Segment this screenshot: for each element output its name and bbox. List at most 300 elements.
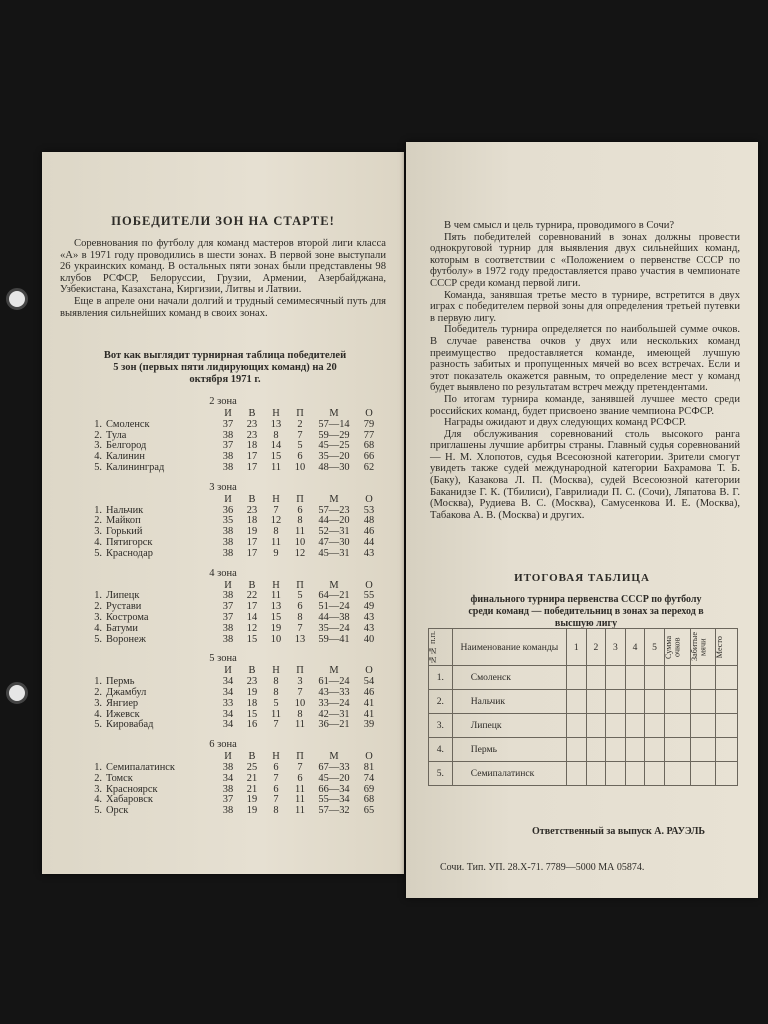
wins: 16 [246,719,258,731]
team-name: Томск [106,772,133,784]
goals: 45—25 [318,440,350,452]
zone-title: 3 зона [209,481,237,493]
final-empty-cell [690,738,716,762]
draws: 7 [273,504,279,516]
points: 55 [363,590,375,602]
games: 37 [222,611,234,623]
games: 38 [222,633,234,645]
team-name: Кострома [106,611,149,623]
table-row [78,463,382,474]
final-empty-cell [606,666,626,690]
final-empty-cell [625,666,645,690]
goals: 51—24 [318,601,350,613]
games: 37 [222,601,234,613]
points: 79 [363,418,375,430]
intro-paragraph-2: Еще в апреле они начали долгий и трудный семимесячный путь для выявления сильнейших команд в своих зонах. [60,295,386,319]
table-row [78,774,382,785]
games: 38 [222,805,234,817]
games: 37 [222,418,234,430]
draws: 8 [273,429,279,441]
draws: 13 [270,418,282,430]
goals: 48—30 [318,461,350,473]
column-header: П [296,408,304,419]
column-header: М [329,665,339,677]
final-team-name: Смоленск [452,666,566,690]
points: 46 [363,686,375,698]
final-team-name: Пермь [452,738,566,762]
final-empty-cell [586,690,606,714]
team-name: Воронеж [106,633,146,645]
goals: 47—30 [318,536,350,548]
final-empty-cell [664,666,690,690]
header-col-5: 5 [645,629,665,666]
final-rank: 5. [429,762,453,786]
final-empty-cell [567,666,587,690]
right-text [430,220,740,521]
final-empty-cell [625,738,645,762]
column-header: В [248,665,256,677]
wins: 15 [246,708,258,720]
rank: 5. [94,719,102,731]
wins: 19 [246,794,258,806]
games: 35 [222,515,234,527]
points: 49 [363,601,375,613]
draws: 7 [273,794,279,806]
column-header: И [224,665,232,677]
column-header: И [224,493,232,505]
final-rank: 3. [429,714,453,738]
wins: 17 [246,547,258,559]
games: 38 [222,429,234,441]
left-title: ПОБЕДИТЕЛИ ЗОН НА СТАРТЕ! [111,214,335,228]
team-name: Нальчик [106,504,144,516]
column-header: П [296,579,304,591]
final-empty-cell [690,714,716,738]
final-team-name: Нальчик [452,690,566,714]
team-name: Калинин [106,451,145,463]
final-rank: 4. [429,738,453,762]
games: 34 [222,708,234,720]
points: 77 [363,429,375,441]
games: 38 [222,461,234,473]
final-empty-cell [586,714,606,738]
draws: 10 [270,633,282,645]
final-empty-cell [664,762,690,786]
wins: 17 [246,461,258,473]
left-intro [60,238,386,319]
draws: 7 [273,719,279,731]
final-table-row [429,714,738,738]
right-paragraph: Награды ожидают и двух следующих команд РСФСР. [444,417,687,429]
points: 43 [363,611,375,623]
draws: 11 [270,461,281,473]
final-empty-cell [716,666,738,690]
losses: 11 [294,719,305,731]
final-empty-cell [716,738,738,762]
table-row [78,624,382,635]
draws: 8 [273,676,279,688]
header-col-3: 3 [606,629,626,666]
goals: 45—31 [318,547,350,559]
zone-title: 5 зона [209,653,237,665]
points: 68 [363,794,375,806]
draws: 8 [273,686,279,698]
column-header: П [296,493,304,505]
goals: 52—31 [318,526,350,538]
draws: 14 [270,440,282,452]
final-empty-cell [625,690,645,714]
rank: 3. [94,440,102,452]
games: 37 [222,794,234,806]
wins: 17 [246,451,258,463]
team-name: Кировабад [106,719,154,731]
right-paragraph: Для обслуживания соревнований столь высокого ранга приглашены лучшие арбитры страны. Главный судья соревнований — Н. М. Хлопотов, судья Всесоюзной категории. Зрители смогут увидеть также судей международной категории Бахрамова Т. Б. (Баку), Казакова Л. П. (Москва), судей Всесоюзной категории Баканидзе Г. К. (Тбилиси), Гаврилиади П. С. (Сочи), Ляпатова В. Г. (Москва), Рудиева В. С. (Москва), Самусенкова И. Е. (Москва), Табакова А. В. (Москва) и других. [430,428,740,521]
team-name: Батуми [106,622,138,634]
team-name: Джамбул [106,686,147,698]
rank: 1. [94,590,102,602]
games: 38 [222,547,234,559]
header-team-name: Наименование команды [452,629,566,666]
final-empty-cell [716,690,738,714]
draws: 15 [270,611,282,623]
points: 81 [363,761,375,773]
rank: 4. [94,708,102,720]
column-header: И [224,408,232,419]
table-row [78,420,382,431]
header-points: Сумма очков [663,635,682,659]
points: 48 [363,515,375,527]
right-paragraph: В чем смысл и цель турнира, проводимого в Сочи? [444,220,675,231]
final-empty-cell [625,714,645,738]
draws: 8 [273,805,279,817]
final-team-name: Семипалатинск [452,762,566,786]
goals: 33—24 [318,697,350,709]
final-empty-cell [567,714,587,738]
column-header: М [329,579,339,591]
zones-container [42,388,404,817]
wins: 17 [246,536,258,548]
final-empty-cell [567,690,587,714]
games: 38 [222,451,234,463]
standings-title: Вот как выглядит турнирная таблица победителей 5 зон (первых пяти лидирующих команд) на 20 октября 1971 г. [103,350,347,385]
points: 68 [363,440,375,452]
team-name: Семипалатинск [106,761,175,773]
final-team-name: Липецк [452,714,566,738]
team-name: Хабаровск [106,794,153,806]
rank: 4. [94,536,102,548]
losses: 5 [297,440,303,452]
draws: 12 [270,515,282,527]
team-name: Тула [106,429,127,441]
games: 38 [222,536,234,548]
draws: 13 [270,601,282,613]
final-empty-cell [606,738,626,762]
rank: 2. [94,772,102,784]
losses: 6 [297,504,303,516]
goals: 66—34 [318,783,350,795]
final-empty-cell [690,762,716,786]
column-header: В [248,493,256,505]
draws: 7 [273,772,279,784]
final-empty-cell [690,690,716,714]
column-header: Н [272,665,280,677]
wins: 22 [246,590,258,602]
wins: 18 [246,515,258,527]
column-header: В [248,579,256,591]
zone-table [78,666,382,731]
final-empty-cell [645,690,665,714]
wins: 23 [246,676,258,688]
final-empty-cell [690,666,716,690]
intro-paragraph: Соревнования по футболу для команд мастеров второй лиги класса «А» в 1971 году проводились в шести зонах. В первой зоне выступали 26 украинских команд. В остальных пяти зонах были представлены 98 клубов РСФСР, Белоруссии, Грузии, Армении, Азербайджана, Узбекистана, Казахстана, Киргизии, Литвы и Латвии. [60,238,386,296]
final-empty-cell [586,738,606,762]
column-header: Н [272,751,280,763]
column-header: Н [272,579,280,591]
losses: 2 [297,418,303,430]
games: 37 [222,440,234,452]
final-table-subtitle: финального турнира первенства СССР по футболу среди команд — победительниц в зонах за переход в высшую лигу [468,594,704,629]
wins: 23 [246,504,258,516]
losses: 11 [294,805,305,817]
final-empty-cell [716,762,738,786]
final-table-row [429,666,738,690]
final-table [428,628,738,786]
column-header: Н [272,493,280,505]
losses: 5 [297,590,303,602]
wins: 21 [246,772,258,784]
losses: 10 [294,697,306,709]
final-empty-cell [567,738,587,762]
header-np: №№ п.п. [428,630,437,664]
losses: 7 [297,761,303,773]
column-header: П [296,665,304,677]
points: 41 [363,708,375,720]
print-info: Сочи. Тип. УП. 28.X-71. 7789—5000 МА 05874. [440,862,645,873]
draws: 5 [273,697,279,709]
wins: 19 [246,526,258,538]
team-name: Орск [106,805,129,817]
goals: 44—38 [318,611,350,623]
column-header: П [296,751,304,763]
final-empty-cell [716,714,738,738]
right-paragraph: Команда, занявшая третье место в турнире, встретится в двух играх с победителем первой зоны для определения третьей путевки в первую лигу. [430,289,740,324]
rank: 3. [94,611,102,623]
rank: 3. [94,783,102,795]
rank: 5. [94,805,102,817]
final-empty-cell [606,762,626,786]
points: 41 [363,697,375,709]
final-empty-cell [645,714,665,738]
wins: 23 [246,429,258,441]
goals: 59—29 [318,429,350,441]
points: 74 [363,772,375,784]
zone-table [78,495,382,560]
wins: 19 [246,686,258,698]
final-empty-cell [606,690,626,714]
team-name: Горький [106,526,143,538]
final-rank: 2. [429,690,453,714]
draws: 19 [270,622,282,634]
losses: 7 [297,429,303,441]
team-name: Красноярск [106,783,158,795]
losses: 8 [297,708,303,720]
column-header: О [365,665,373,677]
goals: 67—33 [318,761,350,773]
rank: 2. [94,429,102,441]
points: 44 [363,536,375,548]
header-place: Место [715,635,725,659]
left-page [42,152,404,874]
zone-header-row [78,495,382,506]
final-empty-cell [645,666,665,690]
final-empty-cell [606,714,626,738]
games: 38 [222,761,234,773]
goals: 35—24 [318,622,350,634]
wins: 12 [246,622,258,634]
team-name: Янгиер [106,697,139,709]
column-header: И [224,579,232,591]
header-col-4: 4 [625,629,645,666]
final-empty-cell [625,762,645,786]
goals: 55—34 [318,794,350,806]
zone-table [78,752,382,817]
rank: 1. [94,761,102,773]
goals: 57—32 [318,805,350,817]
right-paragraph: Победитель турнира определяется по наибольшей сумме очков. В случае равенства очков у двух или нескольких команд преимущество предоставляется команде, имеющей лучшую разность забитых и пропущенных мячей во всех встречах. Если и этот показатель окажется равным, то определение мест у команд будет выявлено по результатам встреч между претендентами. [430,324,740,394]
losses: 7 [297,686,303,698]
games: 34 [222,686,234,698]
draws: 8 [273,526,279,538]
points: 43 [363,547,375,559]
final-table-row [429,690,738,714]
rank: 5. [94,633,102,645]
team-name: Ижевск [106,708,140,720]
final-table-row [429,762,738,786]
final-empty-cell [645,762,665,786]
games: 34 [222,772,234,784]
losses: 6 [297,601,303,613]
zone-table [78,409,382,474]
games: 34 [222,676,234,688]
rank: 3. [94,697,102,709]
points: 39 [363,719,375,731]
header-goals: Забитые мячи [689,632,707,662]
losses: 8 [297,515,303,527]
wins: 25 [246,761,258,773]
final-empty-cell [586,762,606,786]
wins: 21 [246,783,258,795]
wins: 15 [246,633,258,645]
losses: 13 [294,633,306,645]
rank: 1. [94,418,102,430]
points: 65 [363,805,375,817]
team-name: Рустави [106,601,142,613]
rank: 2. [94,515,102,527]
losses: 6 [297,451,303,463]
team-name: Липецк [106,590,140,602]
losses: 7 [297,622,303,634]
games: 36 [222,504,234,516]
final-table-row [429,738,738,762]
draws: 6 [273,783,279,795]
rank: 2. [94,601,102,613]
games: 33 [222,697,234,709]
column-header: О [365,751,373,763]
points: 66 [363,451,375,463]
final-empty-cell [567,762,587,786]
goals: 36—21 [318,719,350,731]
column-header: В [248,408,256,419]
team-name: Белгород [106,440,147,452]
goals: 57—23 [318,504,350,516]
header-col-1: 1 [567,629,587,666]
column-header: О [365,579,373,591]
points: 54 [363,676,375,688]
team-name: Майкоп [106,515,141,527]
draws: 9 [273,547,279,559]
rank: 2. [94,686,102,698]
losses: 11 [294,526,305,538]
draws: 11 [270,708,281,720]
goals: 42—31 [318,708,350,720]
table-row [78,549,382,560]
team-name: Смоленск [106,418,150,430]
wins: 18 [246,697,258,709]
column-header: Н [272,408,280,419]
rank: 1. [94,504,102,516]
final-table-header [429,629,738,666]
losses: 8 [297,611,303,623]
column-header: О [365,493,373,505]
table-row [78,699,382,710]
column-header: М [329,493,339,505]
points: 69 [363,783,375,795]
goals: 59—41 [318,633,350,645]
column-header: О [365,408,373,419]
losses: 6 [297,772,303,784]
responsible-line: Ответственный за выпуск А. РАУЭЛЬ [532,826,706,837]
header-col-2: 2 [586,629,606,666]
final-rank: 1. [429,666,453,690]
team-name: Калининград [106,461,165,473]
wins: 18 [246,440,258,452]
losses: 10 [294,536,306,548]
wins: 19 [246,805,258,817]
goals: 57—14 [318,418,350,430]
games: 38 [222,590,234,602]
points: 62 [363,461,375,473]
draws: 6 [273,761,279,773]
zone-title: 6 зона [209,739,237,751]
losses: 10 [294,461,306,473]
rank: 4. [94,794,102,806]
points: 53 [363,504,375,516]
final-table-title: ИТОГОВАЯ ТАБЛИЦА [514,572,650,584]
column-header: И [224,751,232,763]
team-name: Пятигорск [106,536,153,548]
games: 34 [222,719,234,731]
right-paragraph: По итогам турнира команде, занявшей лучшее место среди российских команд, будет присвоено звание чемпиона РСФСР. [430,393,740,417]
draws: 11 [270,536,281,548]
final-empty-cell [645,738,665,762]
rank: 5. [94,461,102,473]
wins: 14 [246,611,258,623]
final-empty-cell [586,666,606,690]
zone-title: 2 зона [209,396,237,407]
rank: 1. [94,676,102,688]
binder-hole-top [6,288,28,310]
goals: 64—21 [318,590,350,602]
